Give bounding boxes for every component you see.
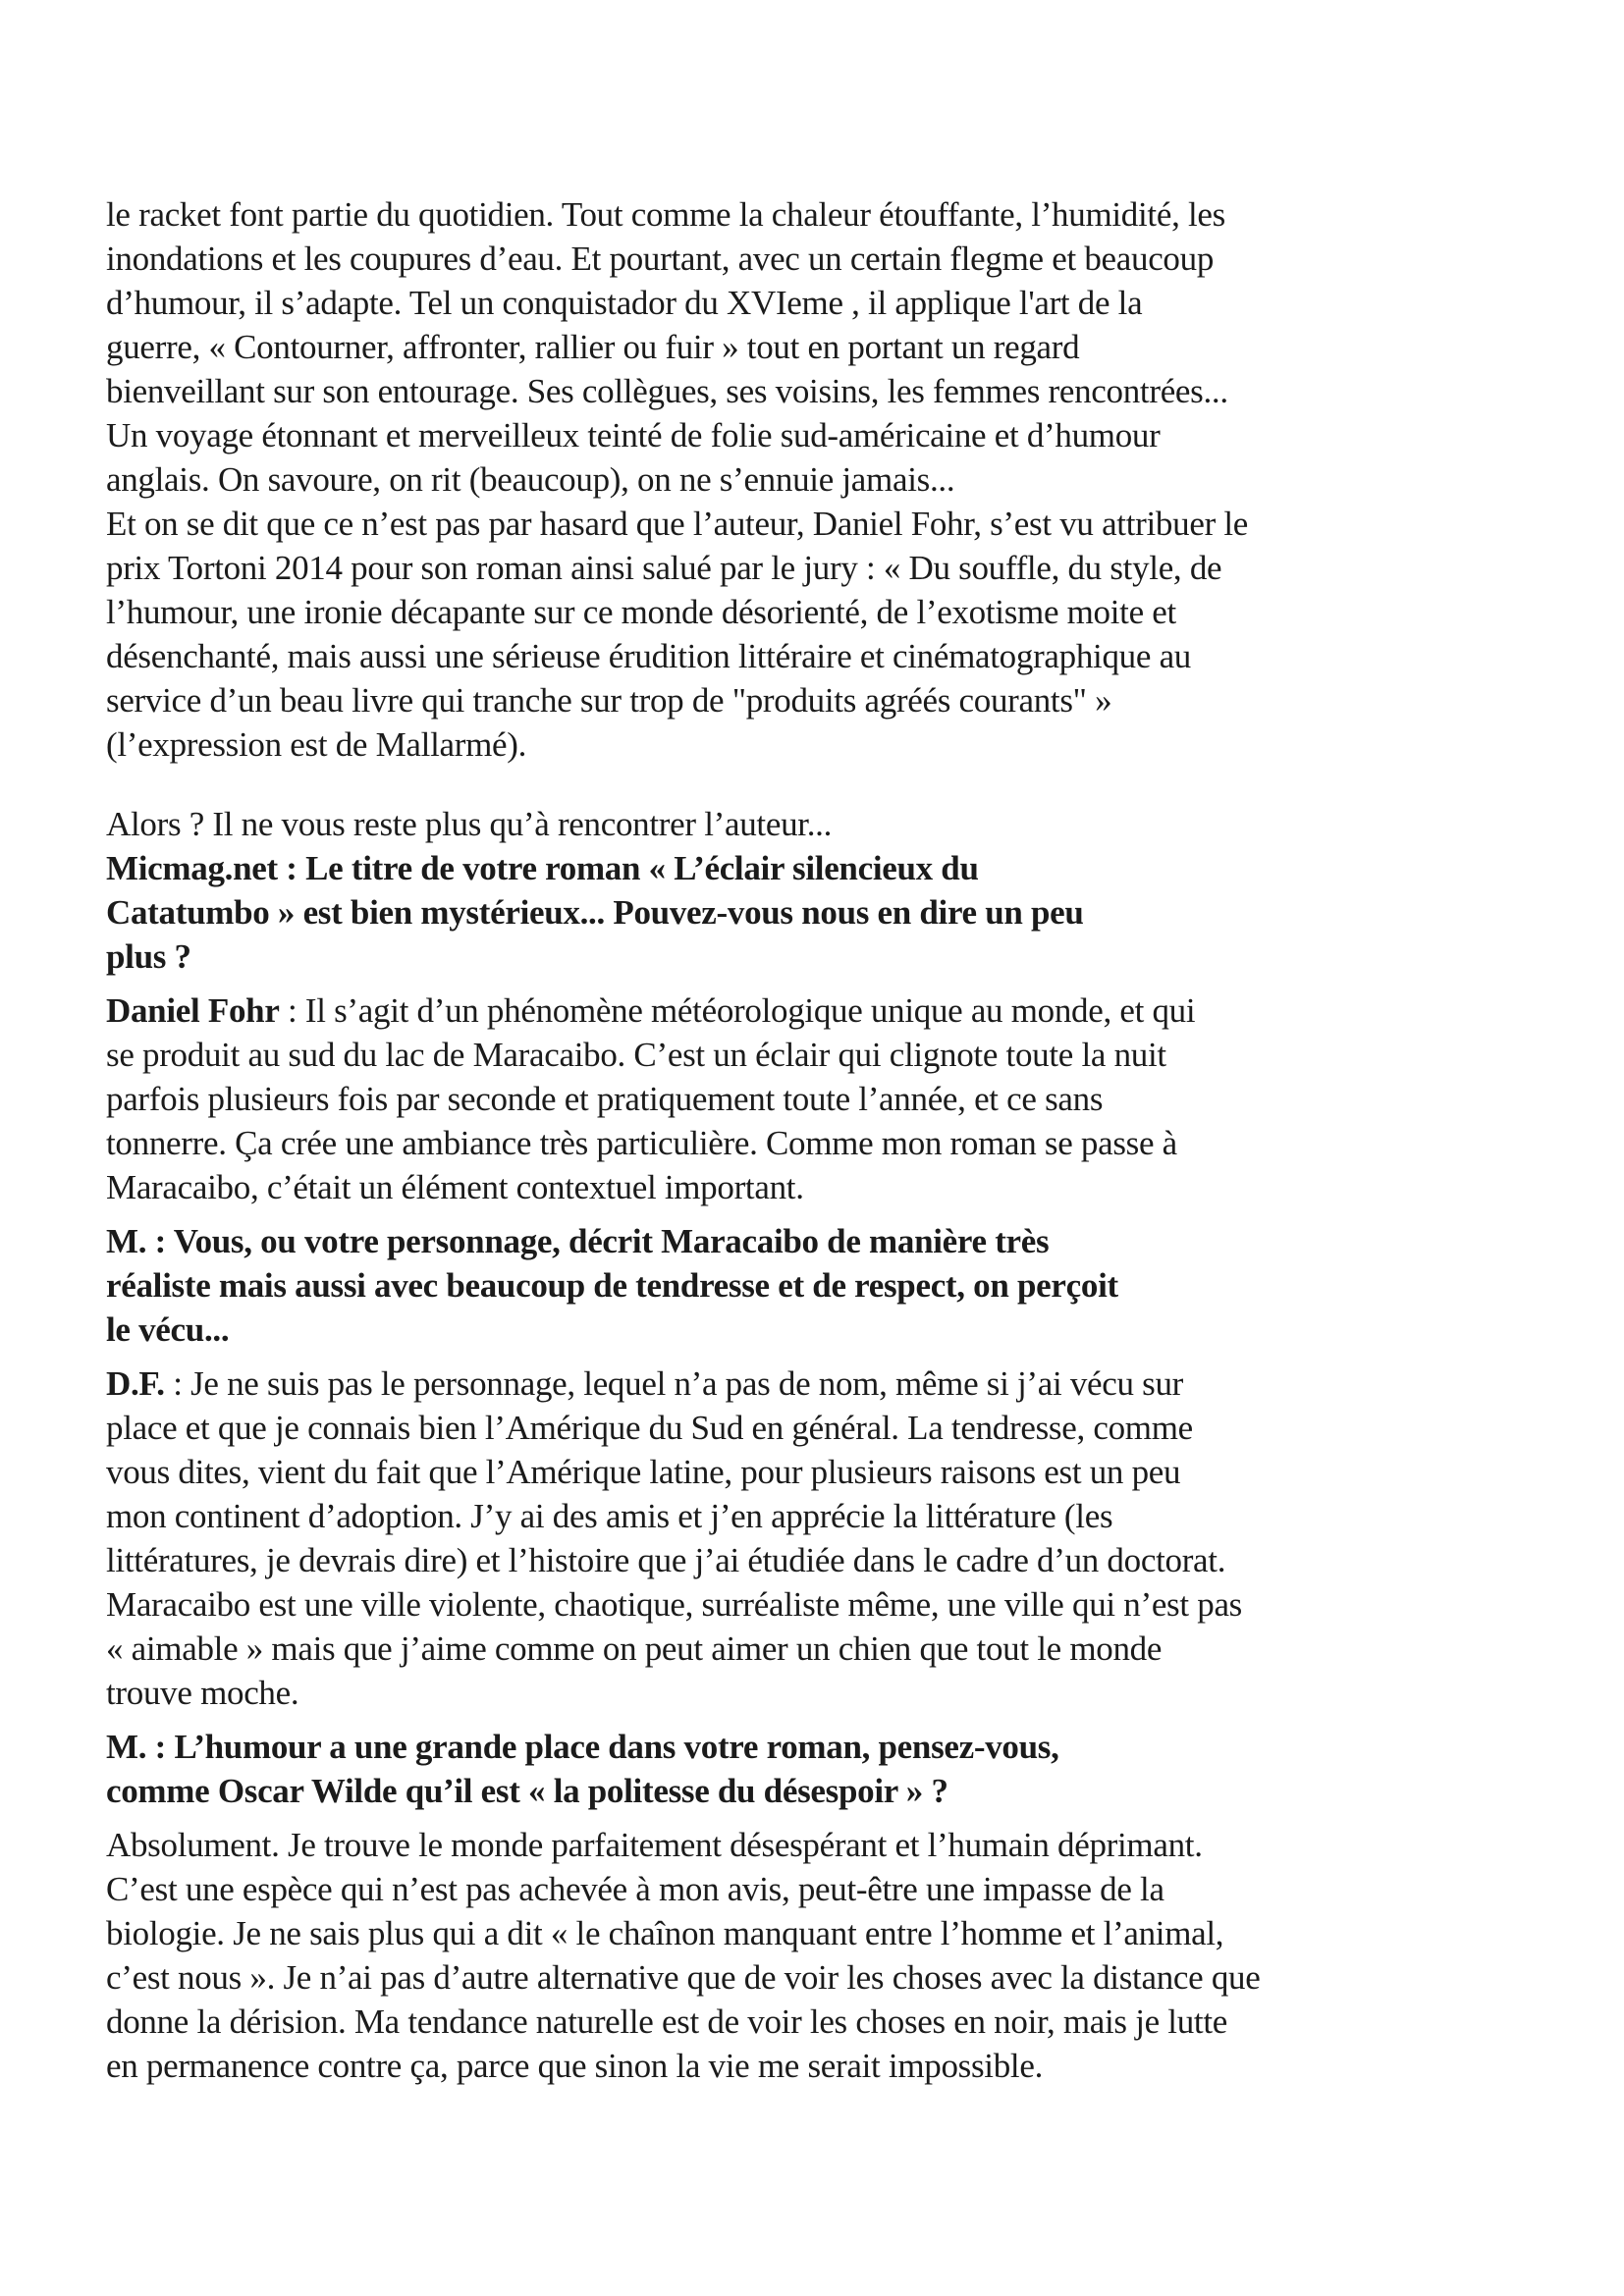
- speaker-name: D.F.: [106, 1364, 165, 1403]
- article: [106, 192, 1481, 2088]
- paragraph: Alors ? Il ne vous reste plus qu’à rencontrer l’auteur...: [106, 805, 833, 843]
- interview-question: Micmag.net : Le titre de votre roman « L’éclair silencieux du Catatumbo » est bien mystérieux... Pouvez-vous nous en dire un peu plus ?: [106, 849, 1084, 976]
- paragraph: D.F. : Je ne suis pas le personnage, lequel n’a pas de nom, même si j’ai vécu sur place et que je connais bien l’Amérique du Sud en général. La tendresse, comme vous dites, vient du fait que l’Amérique latine, pour plusieurs raisons est un peu mon continent d’adoption. J’y ai des amis et j’en apprécie la littérature (les littératures, je devrais dire) et l’histoire que j’ai étudiée dans le cadre d’un doctorat. Maracaibo est une ville violente, chaotique, surréaliste même, une ville qui n’est pas « aimable » mais que j’aime comme on peut aimer un chien que tout le monde trouve moche.: [106, 1364, 1243, 1712]
- blank-line: [106, 776, 1481, 802]
- interview-question: M. : Vous, ou votre personnage, décrit Maracaibo de manière très réaliste mais aussi avec beaucoup de tendresse et de respect, on perçoit le vécu...: [106, 1222, 1118, 1349]
- interview-question: M. : L’humour a une grande place dans votre roman, pensez-vous, comme Oscar Wilde qu’il est « la politesse du désespoir » ?: [106, 1728, 1059, 1810]
- paragraph: Daniel Fohr : Il s’agit d’un phénomène météorologique unique au monde, et qui se produit au sud du lac de Maracaibo. C’est un éclair qui clignote toute la nuit parfois plusieurs fois par seconde et pratiquement toute l’année, et ce sans tonnerre. Ça crée une ambiance très particulière. Comme mon roman se passe à Maracaibo, c’était un élément contextuel important.: [106, 991, 1196, 1206]
- paragraph: le racket font partie du quotidien. Tout comme la chaleur étouffante, l’humidité, les inondations et les coupures d’eau. Et pourtant, avec un certain flegme et beaucoup d’humour, il s’adapte. Tel un conquistador du XVIeme , il applique l'art de la guerre, « Contourner, affronter, rallier ou fuir » tout en portant un regard bienveillant sur son entourage. Ses collègues, ses voisins, les femmes rencontrées... Un voyage étonnant et merveilleux teinté de folie sud-américaine et d’humour anglais. On savoure, on rit (beaucoup), on ne s’ennuie jamais... Et on se dit que ce n’est pas par hasard que l’auteur, Daniel Fohr, s’est vu attribuer le prix Tortoni 2014 pour son roman ainsi salué par le jury : « Du souffle, du style, de l’humour, une ironie décapante sur ce monde désorienté, de l’exotisme moite et désenchanté, mais aussi une sérieuse érudition littéraire et cinématographique au service d’un beau livre qui tranche sur trop de "produits agréés courants" » (l’expression est de Mallarmé).: [106, 195, 1249, 764]
- speaker-name: Daniel Fohr: [106, 991, 280, 1030]
- paragraph: Absolument. Je trouve le monde parfaitement désespérant et l’humain déprimant. C’est une espèce qui n’est pas achevée à mon avis, peut-être une impasse de la biologie. Je ne sais plus qui a dit « le chaînon manquant entre l’homme et l’animal, c’est nous ». Je n’ai pas d’autre alternative que de voir les choses avec la distance que donne la dérision. Ma tendance naturelle est de voir les choses en noir, mais je lutte en permanence contre ça, parce que sinon la vie me serait impossible.: [106, 1826, 1261, 2085]
